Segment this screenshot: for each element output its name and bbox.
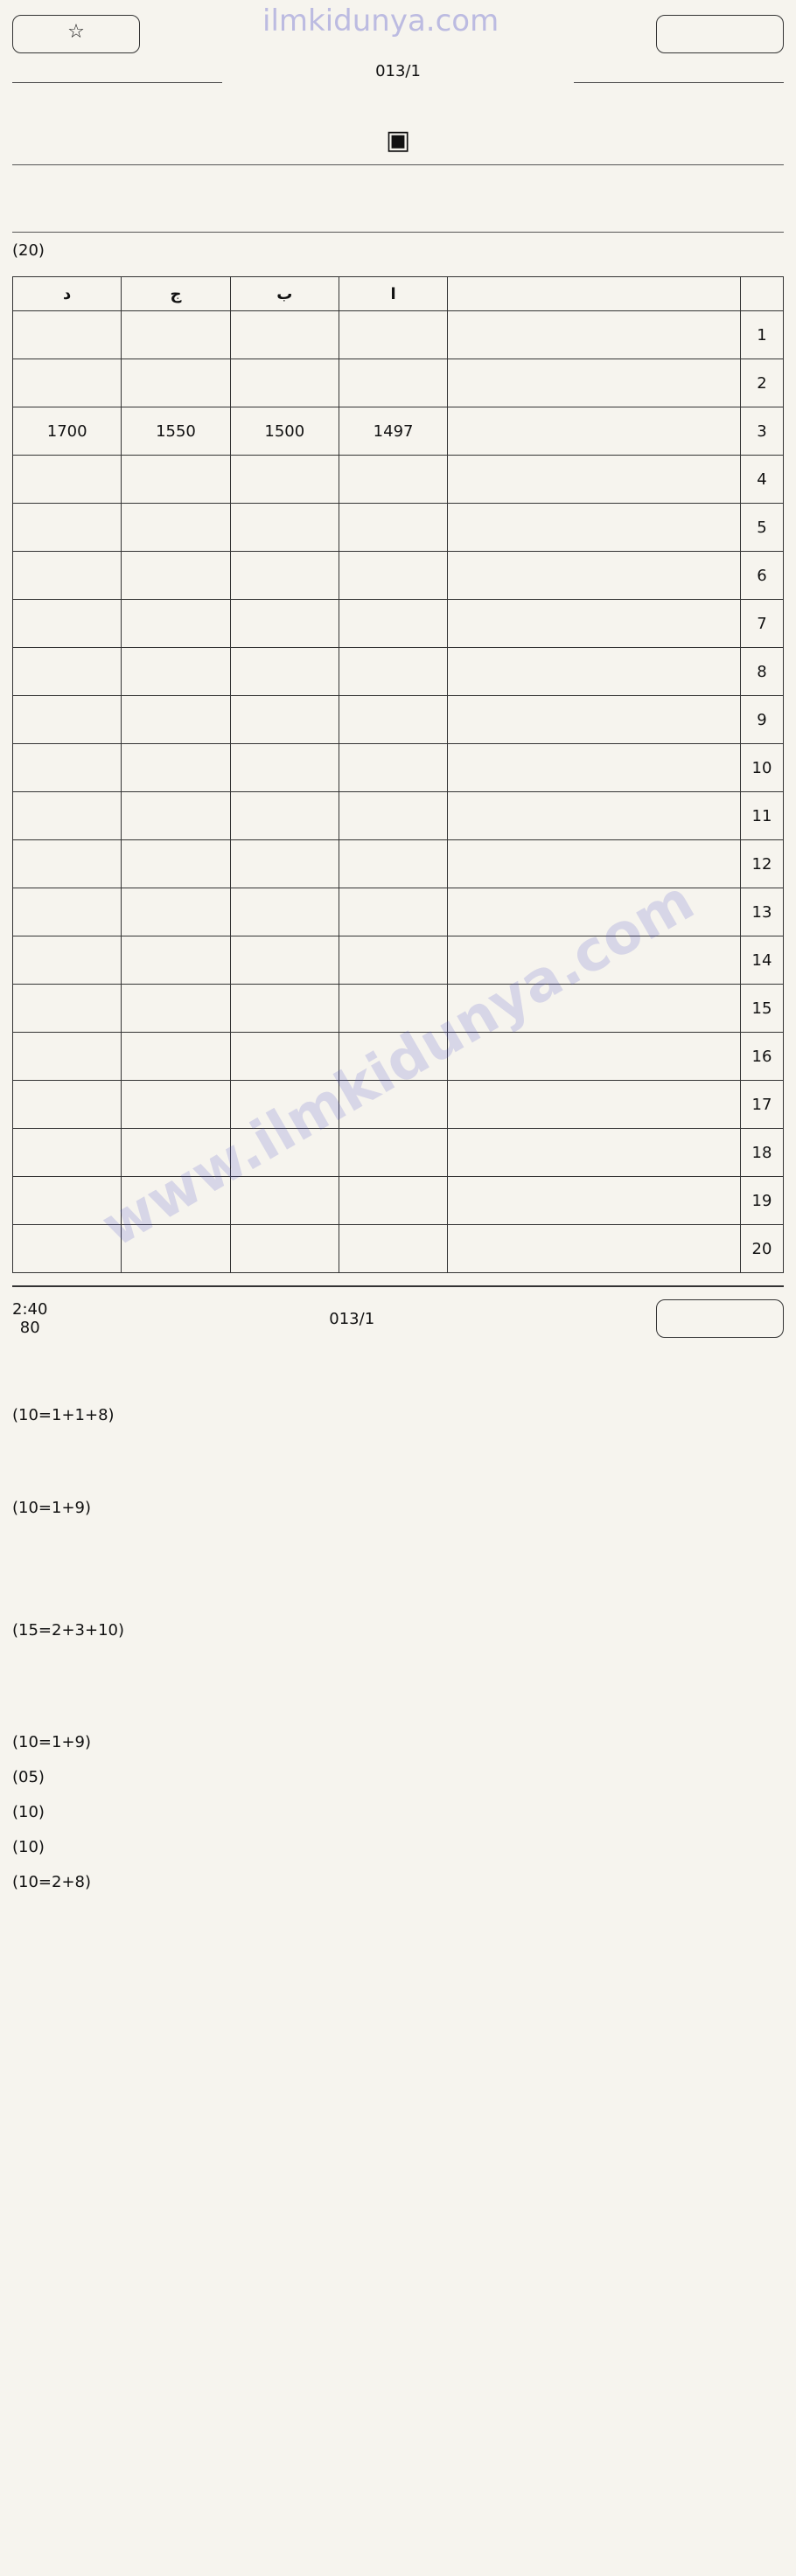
row-option-c bbox=[122, 888, 230, 936]
q2-alt-marks: (10=1+9) bbox=[12, 1499, 92, 1517]
col-c: ج bbox=[122, 277, 230, 311]
row-question bbox=[448, 1225, 741, 1273]
row-option-a bbox=[339, 648, 447, 696]
row-number: 18 bbox=[741, 1129, 784, 1177]
row-number: 15 bbox=[741, 985, 784, 1033]
col-no bbox=[741, 277, 784, 311]
row-option-d bbox=[13, 359, 122, 407]
row-option-b bbox=[230, 552, 339, 600]
q7-marks: (10) bbox=[12, 1838, 45, 1856]
row-option-d bbox=[13, 936, 122, 985]
col-b: ب bbox=[230, 277, 339, 311]
row-question bbox=[448, 359, 741, 407]
row-option-a bbox=[339, 1225, 447, 1273]
row-option-a bbox=[339, 840, 447, 888]
row-question bbox=[448, 552, 741, 600]
row-question bbox=[448, 600, 741, 648]
part2-meta bbox=[12, 1300, 47, 1337]
row-option-d bbox=[13, 1081, 122, 1129]
row-option-c bbox=[122, 600, 230, 648]
row-option-b bbox=[230, 456, 339, 504]
row-option-d bbox=[13, 1033, 122, 1081]
row-option-c bbox=[122, 792, 230, 840]
row-option-a bbox=[339, 888, 447, 936]
q6-line bbox=[12, 1803, 784, 1829]
row-number: 5 bbox=[741, 504, 784, 552]
row-number: 2 bbox=[741, 359, 784, 407]
row-question bbox=[448, 1129, 741, 1177]
part2-total-marks: 80 bbox=[19, 1319, 40, 1337]
row-question bbox=[448, 311, 741, 359]
row-number: 7 bbox=[741, 600, 784, 648]
row-option-c bbox=[122, 648, 230, 696]
q1-marks: (20) bbox=[12, 241, 45, 260]
row-number: 14 bbox=[741, 936, 784, 985]
center-watermark: www.ilmkidunya.com bbox=[91, 868, 705, 1260]
row-option-c bbox=[122, 456, 230, 504]
row-option-d bbox=[13, 1225, 122, 1273]
top-watermark: ilmkidunya.com bbox=[262, 3, 499, 38]
row-option-a bbox=[339, 744, 447, 792]
row-option-c bbox=[122, 985, 230, 1033]
row-option-a bbox=[339, 600, 447, 648]
row-number: 17 bbox=[741, 1081, 784, 1129]
row-number: 16 bbox=[741, 1033, 784, 1081]
row-option-b bbox=[230, 888, 339, 936]
row-option-a bbox=[339, 504, 447, 552]
row-number: 9 bbox=[741, 696, 784, 744]
q8-line bbox=[12, 1873, 784, 1899]
row-option-d bbox=[13, 311, 122, 359]
fictitious-roll-field bbox=[12, 59, 222, 83]
col-d: د bbox=[13, 277, 122, 311]
row-number: 20 bbox=[741, 1225, 784, 1273]
row-option-c bbox=[122, 552, 230, 600]
q2-alt-line bbox=[12, 1499, 784, 1525]
row-option-b bbox=[230, 359, 339, 407]
table-row bbox=[13, 456, 784, 504]
row-option-a bbox=[339, 359, 447, 407]
q8-marks: (10=2+8) bbox=[12, 1873, 92, 1891]
exam-code: 013/1 bbox=[375, 62, 421, 80]
section-one-heading bbox=[12, 1376, 784, 1397]
q6-marks: (10) bbox=[12, 1803, 45, 1821]
row-question bbox=[448, 407, 741, 456]
row-option-a bbox=[339, 696, 447, 744]
row-option-a bbox=[339, 456, 447, 504]
row-option-a bbox=[339, 311, 447, 359]
row-option-c bbox=[122, 359, 230, 407]
row-option-d bbox=[13, 504, 122, 552]
row-number: 13 bbox=[741, 888, 784, 936]
row-option-b bbox=[230, 792, 339, 840]
row-question bbox=[448, 1081, 741, 1129]
part2-time: 2:40 bbox=[12, 1300, 48, 1319]
row-number: 11 bbox=[741, 792, 784, 840]
row-option-d bbox=[13, 888, 122, 936]
row-option-d bbox=[13, 600, 122, 648]
col-a: ا bbox=[339, 277, 447, 311]
q3-line bbox=[12, 1621, 784, 1647]
row-option-c bbox=[122, 504, 230, 552]
row-question bbox=[448, 1177, 741, 1225]
q2-line bbox=[12, 1406, 784, 1432]
row-option-d bbox=[13, 552, 122, 600]
instructions-note bbox=[12, 164, 784, 233]
row-number: 12 bbox=[741, 840, 784, 888]
q5-marks: (05) bbox=[12, 1768, 45, 1786]
row-option-c bbox=[122, 1081, 230, 1129]
row-number: 19 bbox=[741, 1177, 784, 1225]
row-option-b bbox=[230, 840, 339, 888]
q2-marks: (10=1+1+8) bbox=[12, 1406, 115, 1424]
roll-number-box bbox=[656, 15, 784, 53]
section-two-heading bbox=[12, 1591, 784, 1612]
part2-title-block bbox=[329, 1310, 374, 1328]
row-option-a bbox=[339, 792, 447, 840]
row-number: 6 bbox=[741, 552, 784, 600]
table-row bbox=[13, 552, 784, 600]
table-row bbox=[13, 407, 784, 456]
table-row bbox=[13, 1129, 784, 1177]
row-option-b bbox=[230, 504, 339, 552]
q2-verse-b bbox=[65, 1534, 731, 1583]
row-option-c bbox=[122, 840, 230, 888]
row-question bbox=[448, 696, 741, 744]
row-option-c bbox=[122, 744, 230, 792]
row-option-c bbox=[122, 936, 230, 985]
row-option-c bbox=[122, 311, 230, 359]
row-option-b bbox=[230, 744, 339, 792]
row-option-b: 1500 bbox=[230, 407, 339, 456]
row-option-d bbox=[13, 1129, 122, 1177]
row-option-b bbox=[230, 600, 339, 648]
col-question bbox=[448, 277, 741, 311]
row-option-d: 1700 bbox=[13, 407, 122, 456]
row-question bbox=[448, 648, 741, 696]
table-row bbox=[13, 600, 784, 648]
q3-marks: (15=2+3+10) bbox=[12, 1621, 125, 1640]
mcq-table bbox=[12, 276, 784, 1273]
part-divider bbox=[12, 1285, 784, 1287]
row-option-b bbox=[230, 696, 339, 744]
row-option-d bbox=[13, 840, 122, 888]
row-number: 3 bbox=[741, 407, 784, 456]
row-option-a bbox=[339, 552, 447, 600]
row-option-b bbox=[230, 936, 339, 985]
table-row bbox=[13, 311, 784, 359]
row-option-d bbox=[13, 744, 122, 792]
section-inshai bbox=[12, 1347, 784, 1368]
q4-line bbox=[12, 1733, 784, 1759]
row-option-c bbox=[122, 696, 230, 744]
row-option-a bbox=[339, 936, 447, 985]
row-option-d bbox=[13, 648, 122, 696]
row-option-a: 1497 bbox=[339, 407, 447, 456]
table-row bbox=[13, 792, 784, 840]
part2-header bbox=[12, 1299, 784, 1338]
row-question bbox=[448, 504, 741, 552]
signature-field bbox=[574, 59, 784, 83]
row-option-c bbox=[122, 1033, 230, 1081]
row-option-c: 1550 bbox=[122, 407, 230, 456]
board-logo-icon: ▣ bbox=[385, 125, 411, 156]
q3-passage-b bbox=[12, 1693, 784, 1724]
part2-roll-box bbox=[656, 1299, 784, 1338]
row-option-b bbox=[230, 1225, 339, 1273]
mcq-body bbox=[13, 311, 784, 1273]
q2-verse-a bbox=[65, 1441, 731, 1490]
table-row bbox=[13, 696, 784, 744]
row-number: 4 bbox=[741, 456, 784, 504]
row-option-b bbox=[230, 985, 339, 1033]
table-row bbox=[13, 744, 784, 792]
exam-code-row bbox=[12, 59, 784, 83]
row-question bbox=[448, 792, 741, 840]
q7-line bbox=[12, 1838, 784, 1864]
row-option-a bbox=[339, 1177, 447, 1225]
row-number: 8 bbox=[741, 648, 784, 696]
q8-passage bbox=[12, 1908, 784, 1939]
row-number: 10 bbox=[741, 744, 784, 792]
table-row bbox=[13, 985, 784, 1033]
table-row bbox=[13, 359, 784, 407]
row-number: 1 bbox=[741, 311, 784, 359]
row-option-d bbox=[13, 792, 122, 840]
row-question bbox=[448, 456, 741, 504]
row-option-b bbox=[230, 311, 339, 359]
time-marks-row bbox=[12, 125, 784, 156]
intermediate-title bbox=[12, 90, 784, 116]
row-option-d bbox=[13, 985, 122, 1033]
table-row bbox=[13, 504, 784, 552]
table-row bbox=[13, 648, 784, 696]
row-option-d bbox=[13, 456, 122, 504]
q3-passage-a bbox=[12, 1656, 784, 1688]
row-question bbox=[448, 744, 741, 792]
row-question bbox=[448, 840, 741, 888]
q4-marks: (10=1+9) bbox=[12, 1733, 92, 1751]
row-option-b bbox=[230, 648, 339, 696]
row-option-a bbox=[339, 1129, 447, 1177]
q5-line bbox=[12, 1768, 784, 1794]
star-box: ☆ bbox=[12, 15, 140, 53]
row-option-d bbox=[13, 696, 122, 744]
part2-code: 013/1 bbox=[329, 1309, 375, 1328]
q1-intro bbox=[12, 241, 784, 268]
